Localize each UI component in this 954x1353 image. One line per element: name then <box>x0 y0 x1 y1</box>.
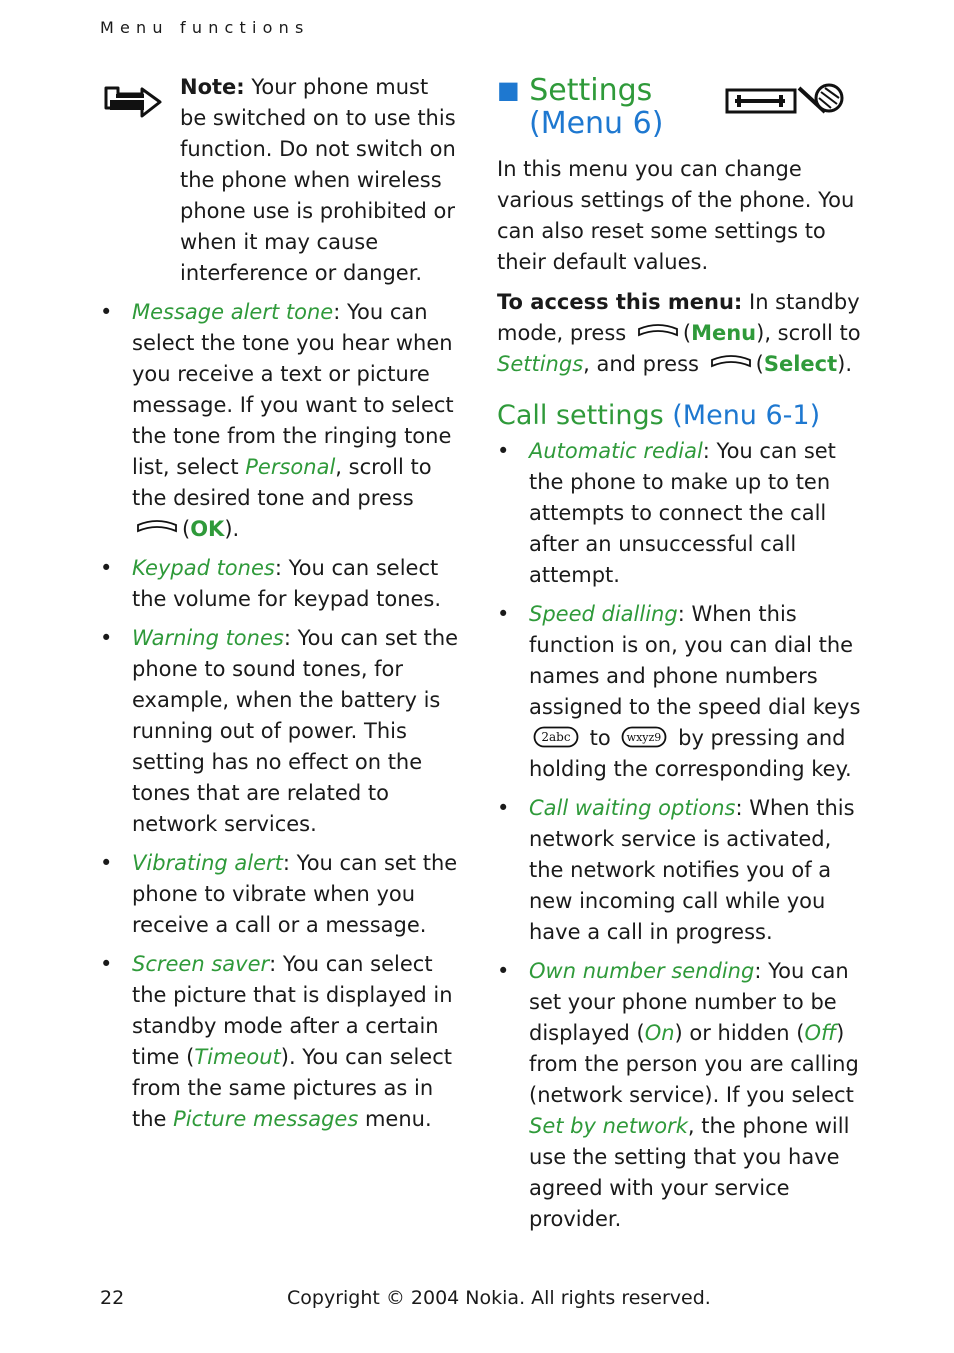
option-name: Timeout <box>194 1045 281 1069</box>
key-9-icon <box>621 726 667 748</box>
right-column <box>497 74 867 1243</box>
title-line-2: (Menu 6) <box>529 106 664 141</box>
note-block <box>100 72 460 289</box>
item-text: ). You can select from the same pictures as in the <box>132 1045 452 1131</box>
access-paragraph <box>497 287 867 380</box>
item-text: : You can select the tone you hear when you receive a text or picture message. If you want to select the tone from the ringing tone list, select <box>132 300 454 479</box>
list-item: • Own number sending: You can set your phone number to be displayed (On) or hidden (Off) from the person you are calling (network service). If you select Set by network, the phone will use the setting that you have agreed with your service provider. <box>497 959 859 1231</box>
access-text: In standby mode, press <box>497 290 860 345</box>
list-item: • Warning tones: You can set the phone to sound tones, for example, when the battery is running out of power. This setting has no effect on the tones that are related to network services. <box>100 626 459 836</box>
copyright: Copyright © 2004 Nokia. All rights reserved. <box>287 1287 711 1309</box>
option-name: On <box>644 1021 675 1045</box>
option-name: Settings <box>497 352 584 376</box>
item-text: , the phone will use the setting that you have agreed with your service provider. <box>529 1114 850 1231</box>
item-text: : You can set your phone number to be displayed ( <box>529 959 849 1045</box>
access-text: ( <box>682 321 692 345</box>
selection-key-icon <box>709 354 753 372</box>
access-text: ( <box>755 352 764 376</box>
item-text: ). <box>224 517 240 541</box>
option-name: Picture messages <box>173 1107 359 1131</box>
intro-paragraph: In this menu you can change various settings of the phone. You can also reset some settings to their default values. <box>497 157 855 274</box>
softkey-label: OK <box>190 517 225 541</box>
subheading-menu-number: (Menu 6-1) <box>672 400 821 431</box>
option-name: Off <box>804 1021 837 1045</box>
section-marker: ■ <box>497 76 520 104</box>
term: Keypad tones <box>132 556 275 580</box>
subheading <box>497 398 867 434</box>
term: Own number sending <box>529 959 755 983</box>
item-text: : You can set the phone to make up to ten attempts to connect the call after an unsuccessful call attempt. <box>529 439 836 587</box>
term: Screen saver <box>132 952 270 976</box>
list-item: • Speed dialling: When this function is on, you can dial the names and phone numbers assigned to the speed dial keys 2abc to wxyz9 by pressing and holding the corresponding key. <box>497 602 861 781</box>
item-text: : You can set the phone to vibrate when you receive a call or a message. <box>132 851 458 937</box>
subheading-text: Call settings <box>497 400 673 431</box>
note-hand-icon <box>104 80 164 122</box>
softkey-label: Select <box>763 352 838 376</box>
key-2-label: 2abc <box>541 730 571 744</box>
key-2-icon <box>533 726 579 748</box>
access-text: , and press <box>583 352 706 376</box>
item-text: ( <box>182 517 191 541</box>
note-text: Your phone must be switched on to use this function. Do not switch on the phone when wireless phone use is prohibited or when it may cause interference or danger. <box>180 75 456 285</box>
section-title <box>497 74 867 144</box>
list-item: • Vibrating alert: You can set the phone to vibrate when you receive a call or a message. <box>100 851 458 937</box>
settings-wrench-icon <box>725 80 847 120</box>
note-label: Note: <box>180 75 245 99</box>
term: Speed dialling <box>529 602 678 626</box>
item-text: , scroll to the desired tone and press <box>132 455 432 510</box>
item-text: : You can select the picture that is displayed in standby mode after a certain time ( <box>132 952 453 1069</box>
term: Message alert tone <box>132 300 334 324</box>
list-item: • Message alert tone: You can select the tone you hear when you receive a text or picture message. If you want to select the tone from the ringing tone list, select Personal, scroll to the desired tone and press (OK). <box>100 300 454 541</box>
running-header: Menu functions <box>100 18 310 37</box>
list-item: • Keypad tones: You can select the volume for keypad tones. <box>100 556 442 611</box>
item-text: : You can select the volume for keypad tones. <box>132 556 442 611</box>
list-item: • Screen saver: You can select the picture that is displayed in standby mode after a certain time (Timeout). You can select from the same pictures as in the Picture messages menu. <box>100 952 453 1131</box>
item-text: to <box>583 726 618 750</box>
item-text: ) from the person you are calling (network service). If you select <box>529 1021 859 1107</box>
option-name: Set by network <box>529 1114 688 1138</box>
term: Call waiting options <box>529 796 736 820</box>
option-name: Personal <box>245 455 336 479</box>
item-text: : You can set the phone to sound tones, for example, when the battery is running out of power. This setting has no effect on the tones that are related to network services. <box>132 626 459 836</box>
list-item: • Call waiting options: When this network service is activated, the network notifies you of a new incoming call while you have a call in progress. <box>497 796 855 944</box>
left-column <box>100 72 460 1143</box>
term: Vibrating alert <box>132 851 283 875</box>
selection-key-icon <box>636 323 680 341</box>
title-line-1: Settings <box>529 73 653 108</box>
softkey-label: Menu <box>691 321 757 345</box>
access-text: ), scroll to <box>756 321 861 345</box>
item-text: menu. <box>358 1107 432 1131</box>
item-text: by pressing and holding the corresponding key. <box>529 726 852 781</box>
access-label: To access this menu: <box>497 290 743 314</box>
item-text: : When this function is on, you can dial the names and phone numbers assigned to the speed dial keys <box>529 602 861 719</box>
selection-key-icon <box>135 519 179 537</box>
page-number: 22 <box>100 1287 125 1309</box>
term: Automatic redial <box>529 439 703 463</box>
access-text: ). <box>837 352 853 376</box>
term: Warning tones <box>132 626 284 650</box>
key-9-label: wxyz9 <box>627 731 662 744</box>
list-item: • Automatic redial: You can set the phone to make up to ten attempts to connect the call after an unsuccessful call attempt. <box>497 439 836 587</box>
item-text: ) or hidden ( <box>674 1021 805 1045</box>
item-text: : When this network service is activated, the network notifies you of a new incoming call while you have a call in progress. <box>529 796 855 944</box>
